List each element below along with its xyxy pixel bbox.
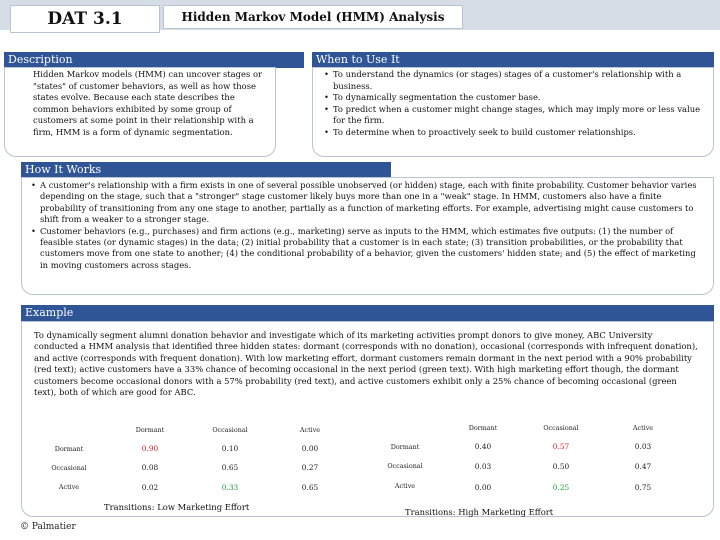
low-effort-caption: Transitions: Low Marketing Effort: [104, 502, 250, 512]
matrix-cell: 0.75: [634, 483, 652, 492]
matrix-row-label: Active: [394, 482, 416, 490]
matrix-col-header: Active: [299, 426, 321, 434]
matrix-cell: 0.10: [221, 444, 239, 453]
description-text: Hidden Markov models (HMM) can uncover stages or "states" of customer behaviors, as well as how those states evolve. Because each state describes the common behaviors exhibited by some group of customers at some point in their relationship with a firm, HMM is a form of dynamic segmentation.: [33, 69, 262, 137]
matrix-col-header: Dormant: [135, 426, 165, 434]
matrix-cell: 0.25: [552, 483, 570, 492]
how-list: [30, 180, 705, 271]
matrix-cell: 0.57: [552, 442, 570, 451]
copyright-footer: © Palmatier: [20, 522, 76, 532]
matrix-row-label: Dormant: [390, 443, 420, 451]
matrix-col-header: Occasional: [543, 424, 579, 432]
when-panel: [312, 67, 714, 157]
list-item: • To understand the dynamics (or stages) stages of a customer's relationship with a business.: [323, 69, 707, 92]
list-item: • To predict when a customer might change stages, which may imply more or less value for the firm.: [323, 104, 707, 127]
when-heading: When to Use It: [312, 52, 714, 68]
example-heading: Example: [21, 305, 714, 321]
matrix-cell: 0.40: [474, 442, 492, 451]
matrix-cell: 0.27: [301, 463, 319, 472]
matrix-row-label: Occasional: [51, 464, 87, 472]
high-effort-matrix: [370, 420, 700, 500]
low-effort-matrix: [44, 420, 374, 500]
description-heading: Description: [4, 52, 304, 68]
matrix-cell: 0.00: [301, 444, 319, 453]
matrix-cell: 0.90: [141, 444, 159, 453]
matrix-cell: 0.65: [221, 463, 239, 472]
matrix-cell: 0.02: [141, 483, 159, 492]
page-title: Hidden Markov Model (HMM) Analysis: [163, 5, 463, 29]
matrix-col-header: Dormant: [468, 424, 498, 432]
matrix-cell: 0.65: [301, 483, 319, 492]
matrix-cell: 0.00: [474, 483, 492, 492]
section-code: DAT 3.1: [10, 5, 160, 33]
matrix-row-label: Dormant: [54, 445, 84, 453]
matrix-cell: 0.33: [221, 483, 239, 492]
matrix-cell: 0.03: [634, 442, 652, 451]
matrix-col-header: Occasional: [212, 426, 248, 434]
matrix-cell: 0.08: [141, 463, 159, 472]
list-item: • A customer's relationship with a firm exists in one of several possible unobserved (or hidden) stage, each with finite probability. Customer behavior varies depending on the stage, such that a "stronger" stage customer likely buys more than one in a "weak" stage. In HMM, customers also have a finite probability of transitioning from any one stage to another, partially as a function of marketing efforts. For example, advertising might cause customers to shift from a weaker to a stronger stage.: [30, 180, 705, 226]
example-text: To dynamically segment alumni donation behavior and investigate which of its marketing activities prompt donors to give money, ABC University conducted a HMM analysis that identified three hidden states: dormant (corresponds with no donation), occasional (corresponds with infrequent donation), and active (corresponds with frequent donation). With low marketing effort, dormant customers remain dormant in the next period with a 90% probability (red text); active customers have a 33% chance of becoming occasional in the next period (green text). With high marketing effort though, the dormant customers become occasional donors with a 57% probability (red text), and active customers exhibit only a 25% chance of becoming occasional (green text), both of which are good for ABC.: [34, 330, 698, 398]
how-panel: [21, 177, 714, 295]
when-list: [323, 69, 707, 139]
list-item: • To determine when to proactively seek to build customer relationships.: [323, 127, 707, 139]
matrix-cell: 0.03: [474, 462, 492, 471]
matrix-row-label: Active: [58, 483, 80, 491]
high-effort-caption: Transitions: High Marketing Effort: [405, 507, 554, 517]
matrix-col-header: Active: [632, 424, 654, 432]
list-item: • To dynamically segmentation the customer base.: [323, 92, 707, 104]
matrix-cell: 0.47: [634, 462, 652, 471]
list-item: • Customer behaviors (e.g., purchases) and firm actions (e.g., marketing) serve as inputs to the HMM, which estimates five outputs: (1) the number of feasible states (or dynamic stages) in the data; (2) initial probability that a customer is in each state; (3) transition probabilities, or the probability that customers move from one state to another; (4) the conditional probability of a behavior, given the customers' hidden state; and (5) the effect of marketing in moving customers across stages.: [30, 226, 705, 272]
description-panel: [4, 67, 276, 157]
matrix-row-label: Occasional: [387, 462, 423, 470]
matrix-cell: 0.50: [552, 462, 570, 471]
how-heading: How It Works: [21, 162, 391, 178]
